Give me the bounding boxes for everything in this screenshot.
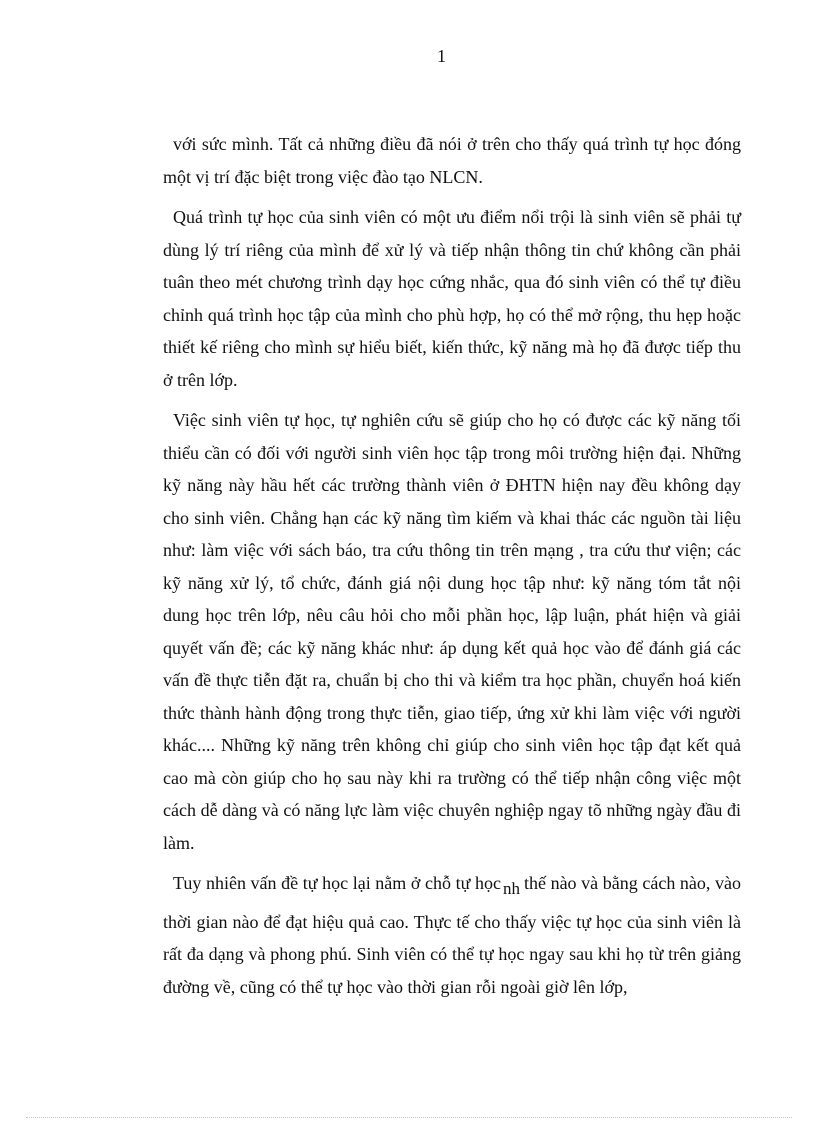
paragraph-1: với sức mình. Tất cả những điều đã nói ở trên cho thấy quá trình tự học đóng một vị trí đặc biệt trong việc đào tạo NLCN. xyxy=(163,134,741,187)
paragraph-3: Việc sinh viên tự học, tự nghiên cứu sẽ giúp cho họ có được các kỹ năng tối thiểu cần có đối với người sinh viên học tập trong môi trường hiện đại. Những kỹ năng này hầu hết các trường thành viên ở ĐHTN hiện nay đều không dạy cho sinh viên. Chẳng hạn các kỹ năng tìm kiếm và khai thác các nguồn tài liệu như: làm việc với sách báo, tra cứu thông tin trên mạng , tra cứu thư viện; các kỹ năng xử lý, tổ chức, đánh giá nội dung học tập như: kỹ năng tóm tắt nội dung học trên lớp, nêu câu hỏi cho mỗi phần học, lập luận, phát hiện và giải quyết vấn đề; các kỹ năng khác như: áp dụng kết quả học vào để đánh giá các vấn đề thực tiễn đặt ra, chuẩn bị cho thi và kiểm tra học phần, chuyển hoá kiến thức thành hành động trong thực tiễn, giao tiếp, ứng xử khi làm việc với người khác.... Những kỹ năng trên không chỉ giúp cho sinh viên học tập đạt kết quả cao mà còn giúp cho họ sau này khi ra trường có thể tiếp nhận công việc một cách dễ dàng và có năng lực làm việc chuyên nghiệp ngay tõ những ngày đầu đi làm. xyxy=(163,410,741,853)
paragraph-4 xyxy=(163,867,741,1003)
page-number: 1 xyxy=(437,46,446,66)
paragraph-4-start: Tuy nhiên vấn đề tự học lại nằm ở chỗ tự học xyxy=(173,873,501,893)
paragraph-4-fragment: nh xyxy=(502,879,520,898)
document-body xyxy=(163,128,741,1003)
page-bottom-divider xyxy=(26,1117,792,1118)
paragraph-2: Quá trình tự học của sinh viên có một ưu điểm nổi trội là sinh viên sẽ phải tự dùng lý trí riêng của mình để xử lý và tiếp nhận thông tin chứ không cần phải tuân theo mét chương trình dạy học cứng nhắc, qua đó sinh viên có thể tự điều chỉnh quá trình học tập của mình cho phù hợp, họ có thể mở rộng, thu hẹp hoặc thiết kế riêng cho mình sự hiểu biết, kiến thức, kỹ năng mà họ đã được tiếp thu ở trên lớp. xyxy=(163,207,741,390)
paragraph-4-rest: thế nào và bằng cách nào, vào thời gian nào để đạt hiệu quả cao. Thực tế cho thấy việc tự học của sinh viên là rất đa dạng và phong phú. Sinh viên có thể tự học ngay sau khi họ từ trên giảng đường về, cũng có thể tự học vào thời gian rỗi ngoài giờ lên lớp, xyxy=(163,873,742,997)
